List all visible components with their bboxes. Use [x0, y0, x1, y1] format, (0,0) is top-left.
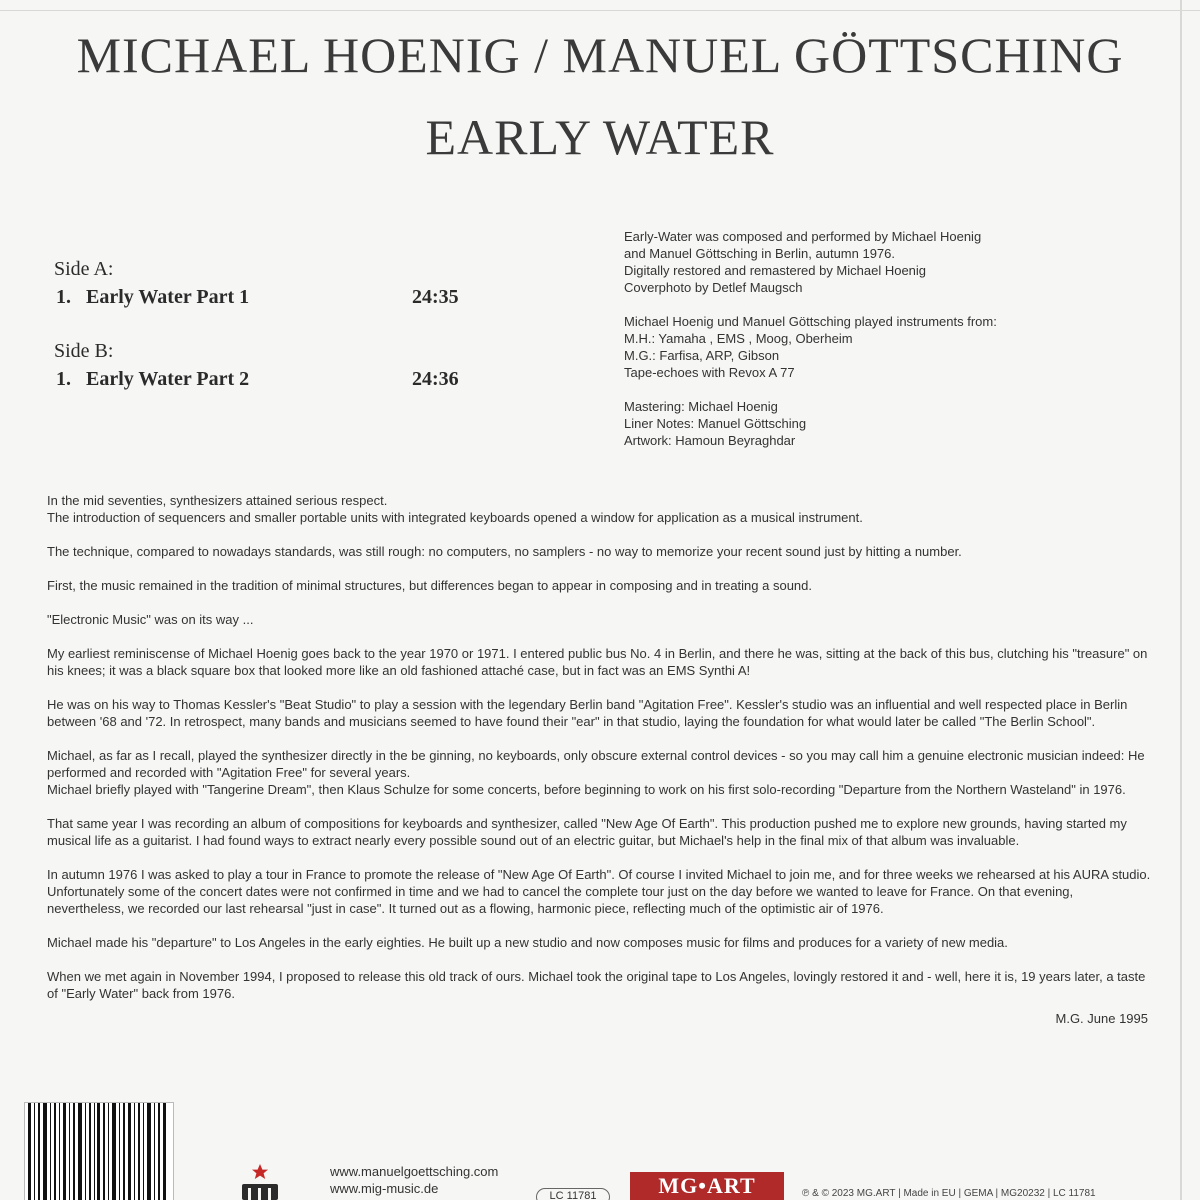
- credit-line: M.H.: Yamaha , EMS , Moog, Oberheim: [624, 331, 853, 346]
- credit-line: Tape-echoes with Revox A 77: [624, 365, 795, 380]
- barcode-bar: [103, 1103, 105, 1200]
- liner-notes: [47, 492, 1151, 1019]
- barcode: [24, 1102, 174, 1200]
- barcode-bar: [143, 1103, 144, 1200]
- credit-line: Artwork: Hamoun Beyraghdar: [624, 433, 796, 448]
- mg-art-logo: MG•ART: [630, 1172, 784, 1200]
- album-title: EARLY WATER: [425, 109, 775, 165]
- website-link[interactable]: www.mig-music.de: [330, 1181, 439, 1196]
- track-title: Early Water Part 1: [86, 286, 250, 308]
- liner-signature: M.G. June 1995: [1055, 1011, 1148, 1026]
- barcode-bar: [34, 1103, 35, 1200]
- barcode-bar: [89, 1103, 91, 1200]
- credits-block: [624, 228, 1044, 466]
- barcode-bar: [147, 1103, 151, 1200]
- copyright-line: ℗ & © 2023 MG.ART | Made in EU | GEMA | MG20232 | LC 11781: [802, 1188, 1096, 1199]
- sleeve-top-line: [0, 10, 1200, 11]
- credit-line: Mastering: Michael Hoenig: [624, 399, 778, 414]
- barcode-bar: [123, 1103, 125, 1200]
- production-credits: [624, 228, 1044, 296]
- liner-paragraph: In autumn 1976 I was asked to play a tour in France to promote the release of "New Age Of Earth". Of course I invited Michael to join me, and for three weeks we rehearsed at his AURA studio. Unfortunately some of the concert dates were not confirmed in time and we had to cancel the complete tour just on the day before we wanted to leave for France. On that evening, nevertheless, we recorded our last rehearsal "just in case". It turned out as a flowing, harmonic piece, reflecting much of the optimistic air of 1976.: [47, 867, 1151, 916]
- track-duration: 24:36: [412, 368, 459, 390]
- liner-paragraph: My earliest reminiscense of Michael Hoenig goes back to the year 1970 or 1971. I entered public bus No. 4 in Berlin, and there he was, sitting at the back of this bus, clutching his "treasure" on his knees; it was a black square box that looked more like an old fashioned attaché case, but in fact was an EMS Synthi A!: [47, 646, 1148, 678]
- liner-paragraph: In the mid seventies, synthesizers attained serious respect. The introduction of sequencers and smaller portable units with integrated keyboards opened a window for application as a musical instrument.: [47, 493, 863, 525]
- barcode-bar: [38, 1103, 40, 1200]
- credit-line: Coverphoto by Detlef Maugsch: [624, 280, 803, 295]
- staff-credits: [624, 398, 1044, 449]
- barcode-bar: [94, 1103, 95, 1200]
- barcode-bar: [163, 1103, 166, 1200]
- liner-paragraph: When we met again in November 1994, I proposed to release this old track of ours. Michael took the original tape to Los Angeles, lovingly restored it and - well, here it is, 19 years later, a taste of "Early Water" back from 1976.: [47, 969, 1146, 1001]
- credit-line: Early-Water was composed and performed by Michael Hoenig: [624, 229, 982, 244]
- barcode-bar: [54, 1103, 56, 1200]
- liner-paragraph: He was on his way to Thomas Kessler's "Beat Studio" to play a session with the legendary Berlin band "Agitation Free". Kessler's studio was an influential and well respected place in Berlin between '68 and '72. In retrospect, many bands and musicians seemed to have found their "ear" in that studio, laying the foundation for what would later be called "The Berlin School".: [47, 697, 1128, 729]
- website-links: [330, 1163, 498, 1197]
- track-row: [54, 368, 474, 394]
- credit-line: Liner Notes: Manuel Göttsching: [624, 416, 807, 431]
- liner-paragraph: That same year I was recording an album of compositions for keyboards and synthesizer, called "New Age Of Earth". This production pushed me to explore new grounds, having started my musical life as a guitarist. I had found ways to extract nearly every possible sound out of an electric guitar, but Michael's help in the final mix of that album was invaluable.: [47, 816, 1127, 848]
- barcode-bar: [112, 1103, 116, 1200]
- liner-paragraph: Michael, as far as I recall, played the synthesizer directly in the be ginning, no keyboards, only obscure external control devices - so you may call him a genuine electronic musician indeed: He performed and recorded with "Agitation Free" for several years. Michael briefly played with "Tangerine Dream", then Klaus Schulze for some concerts, before beginning to work on his first solo-recording "Departure from the Northern Wasteland" in 1976.: [47, 748, 1145, 797]
- barcode-bar: [43, 1103, 47, 1200]
- barcode-bar: [59, 1103, 60, 1200]
- liner-paragraph: "Electronic Music" was on its way ...: [47, 612, 254, 627]
- sleeve-edge-line: [1180, 0, 1182, 1200]
- barcode-bar: [108, 1103, 109, 1200]
- instrument-credits: [624, 313, 1044, 381]
- track-title: Early Water Part 2: [86, 368, 250, 390]
- credit-line: and Manuel Göttsching in Berlin, autumn 1976.: [624, 246, 896, 261]
- barcode-bar: [78, 1103, 82, 1200]
- liner-paragraph: The technique, compared to nowadays standards, was still rough: no computers, no samplers - no way to memorize your recent sound just by hitting a number.: [47, 544, 962, 559]
- barcode-bar: [73, 1103, 75, 1200]
- barcode-bar: [50, 1103, 51, 1200]
- mig-logo-icon: [240, 1164, 280, 1200]
- barcode-bar: [128, 1103, 131, 1200]
- barcode-bar: [154, 1103, 155, 1200]
- track-row: [54, 286, 474, 312]
- barcode-bar: [97, 1103, 100, 1200]
- barcode-bar: [158, 1103, 160, 1200]
- credit-line: Michael Hoenig und Manuel Göttsching played instruments from:: [624, 314, 997, 329]
- side-a-label: Side A:: [54, 258, 114, 280]
- barcode-bar: [138, 1103, 140, 1200]
- track-number: 1.: [56, 368, 71, 390]
- barcode-bar: [63, 1103, 66, 1200]
- website-link[interactable]: www.manuelgoettsching.com: [330, 1164, 499, 1179]
- track-number: 1.: [56, 286, 71, 308]
- liner-paragraph: First, the music remained in the tradition of minimal structures, but differences began to appear in composing and in treating a sound.: [47, 578, 813, 593]
- barcode-bar: [69, 1103, 70, 1200]
- track-duration: 24:35: [412, 286, 459, 308]
- label-code-badge: LC 11781: [536, 1188, 610, 1200]
- artist-title: MICHAEL HOENIG / MANUEL GÖTTSCHING: [76, 27, 1124, 83]
- barcode-bar: [28, 1103, 31, 1200]
- credit-line: Digitally restored and remastered by Michael Hoenig: [624, 263, 927, 278]
- barcode-bar: [85, 1103, 86, 1200]
- liner-paragraph: Michael made his "departure" to Los Angeles in the early eighties. He built up a new studio and now composes music for films and produces for a variety of new media.: [47, 935, 1008, 950]
- side-b-label: Side B:: [54, 340, 114, 362]
- credit-line: M.G.: Farfisa, ARP, Gibson: [624, 348, 780, 363]
- barcode-bar: [119, 1103, 120, 1200]
- barcode-bar: [134, 1103, 135, 1200]
